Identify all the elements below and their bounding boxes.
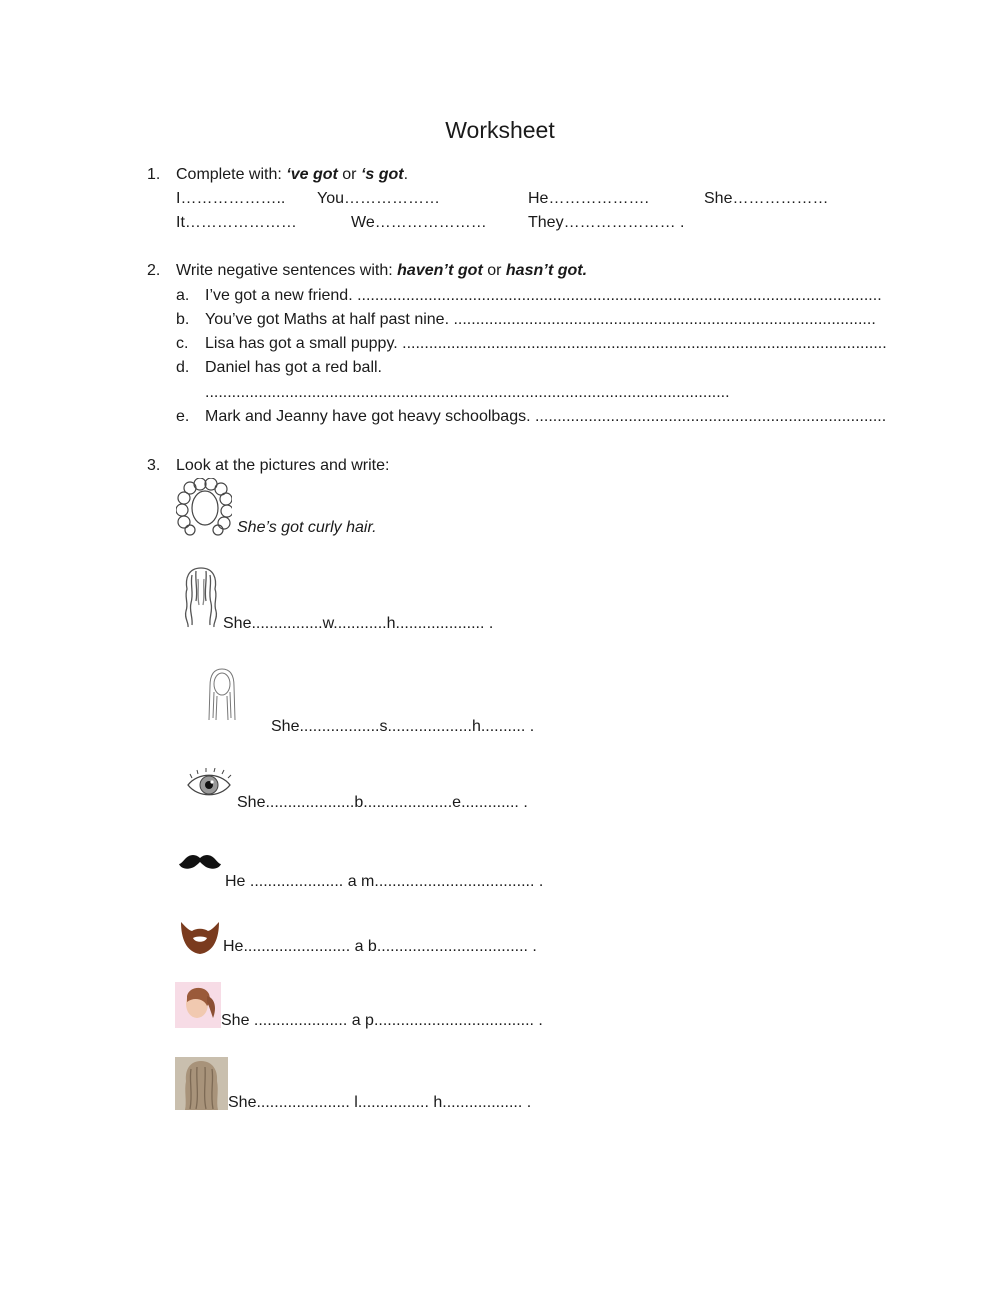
curly-hair-image — [176, 478, 232, 536]
q3-line-5: He........................ a b.................................. . — [223, 938, 537, 955]
q2-item-e-text: Mark and Jeanny have got heavy schoolbags. ............................................................................... — [205, 408, 887, 425]
q2-item-d-answer-line: ...................................................................................................................... — [205, 384, 730, 401]
q2-item-e-letter: e. — [176, 408, 190, 425]
q1-number: 1. — [147, 166, 161, 183]
q2-item-a-text: I’ve got a new friend. ...................................................................................................................... — [205, 287, 882, 304]
q3-line-2: She..................s...................h.......... . — [271, 718, 535, 735]
q1-instruction-bold1: ‘ve got — [286, 166, 338, 183]
eye-image — [184, 768, 234, 802]
q2-item-d-text: Daniel has got a red ball. — [205, 359, 382, 376]
q1-blank-we: We………………… — [351, 214, 487, 231]
q3-line-4: He ..................... a m.................................... . — [225, 873, 544, 890]
q3-instruction: Look at the pictures and write: — [176, 457, 390, 474]
q1-instruction-prefix: Complete with: — [176, 166, 287, 183]
q2-number: 2. — [147, 262, 161, 279]
q3-example — [237, 518, 377, 538]
q2-item-c-text: Lisa has got a small puppy. ............................................................................................................. — [205, 335, 887, 352]
wavy-hair-image — [180, 565, 222, 629]
q1-instruction-end: . — [403, 166, 409, 183]
q2-instruction-bold2: hasn’t got. — [505, 262, 588, 279]
q2-item-b-letter: b. — [176, 311, 190, 328]
q2-instruction — [176, 261, 587, 281]
q1-instruction — [176, 165, 408, 185]
q1-blank-she: She……………… — [704, 190, 829, 207]
beard-image — [178, 918, 222, 956]
moustache-image — [178, 852, 222, 874]
q1-instruction-bold2: ‘s got — [360, 166, 404, 183]
q3-line-1: She................w............h.................... . — [223, 615, 494, 632]
q2-item-a-letter: a. — [176, 287, 190, 304]
q3-example-rest: ’s got curly hair. — [265, 519, 377, 536]
q1-blank-it: It………………… — [176, 214, 297, 231]
page-title: Worksheet — [445, 117, 555, 143]
q2-item-d-letter: d. — [176, 359, 190, 376]
q3-example-subject: She — [237, 519, 266, 536]
q1-blank-they: They………………… . — [528, 214, 685, 231]
straight-hair-image — [205, 666, 239, 724]
q3-line-6: She ..................... a p.................................... . — [221, 1012, 543, 1029]
q2-item-c-letter: c. — [176, 335, 189, 352]
q2-instruction-bold1: haven’t got — [397, 262, 483, 279]
q2-instruction-prefix: Write negative sentences with: — [176, 262, 398, 279]
q3-number: 3. — [147, 457, 161, 474]
ponytail-image — [175, 982, 221, 1028]
q1-blank-i: I……………….. — [176, 190, 286, 207]
long-hair-image — [175, 1057, 228, 1110]
q2-item-b-text: You’ve got Maths at half past nine. ............................................................................................... — [205, 311, 876, 328]
q1-blank-you: You……………… — [317, 190, 440, 207]
q1-blank-he: He………………. — [528, 190, 649, 207]
q2-instruction-mid: or — [482, 262, 506, 279]
q1-instruction-mid: or — [337, 166, 361, 183]
q3-line-7: She..................... l................ h.................. . — [228, 1094, 532, 1111]
q3-line-3: She....................b....................e............. . — [237, 794, 528, 811]
